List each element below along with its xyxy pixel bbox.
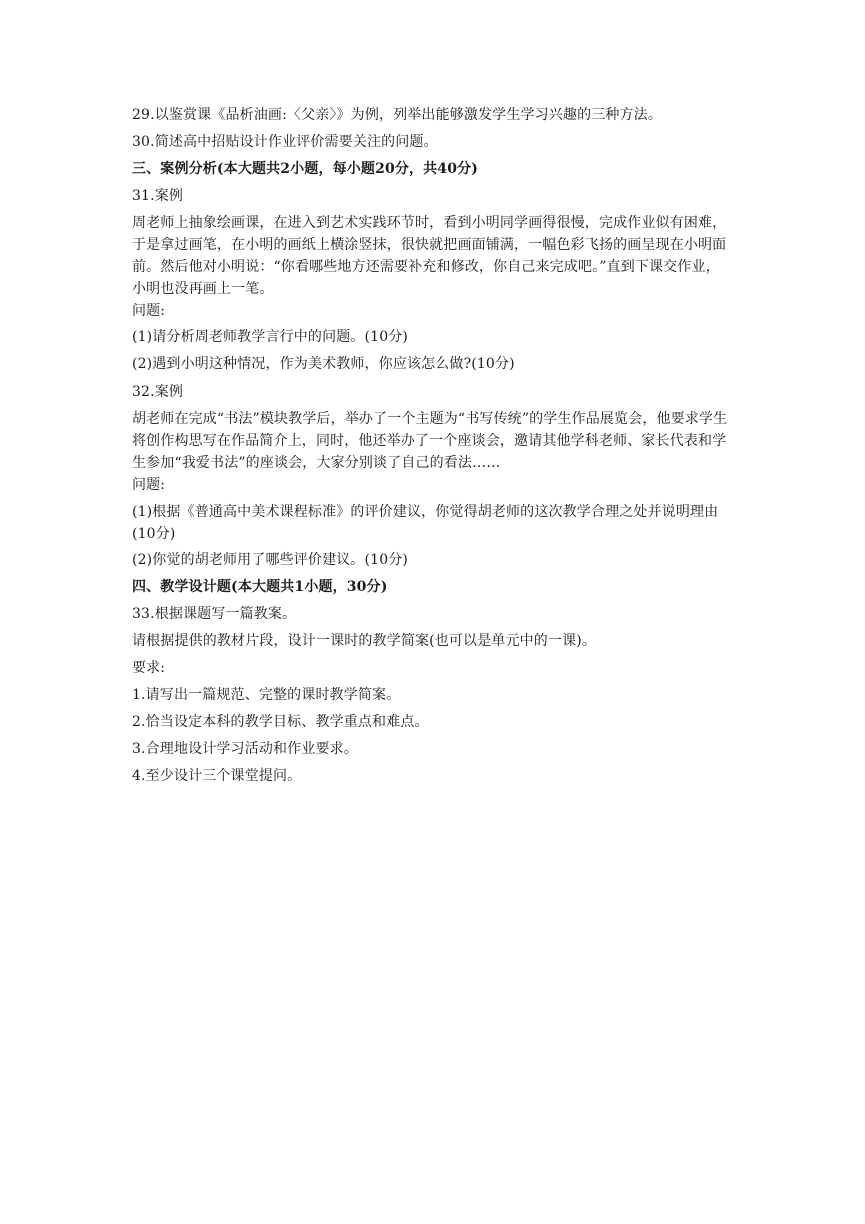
section-4-heading: 四、教学设计题(本大题共1小题，30分) xyxy=(132,579,388,595)
question-30: 30.简述高中招贴设计作业评价需要关注的问题。 xyxy=(132,134,438,150)
question-32-problem-label: 问题: xyxy=(132,477,166,493)
requirement-1: 1.请写出一篇规范、完整的课时教学简案。 xyxy=(132,687,401,703)
requirements-label: 要求: xyxy=(132,660,166,676)
section-3-heading: 三、案例分析(本大题共2小题，每小题20分，共40分) xyxy=(132,161,479,177)
question-32-part-1: (1)根据《普通高中美术课程标准》的评价建议，你觉得胡老师的这次教学合理之处并说明理由(10分) xyxy=(132,504,719,542)
requirement-2: 2.恰当设定本科的教学目标、教学重点和难点。 xyxy=(132,714,429,730)
question-33: 33.根据课题写一篇教案。 xyxy=(132,606,297,622)
question-29: 29.以鉴赏课《品析油画:〈父亲〉》为例，列举出能够激发学生学习兴趣的三种方法。 xyxy=(132,107,662,123)
question-32-label: 32.案例 xyxy=(132,384,184,400)
requirement-3: 3.合理地设计学习活动和作业要求。 xyxy=(132,741,358,757)
question-31-part-1: (1)请分析周老师教学言行中的问题。(10分) xyxy=(132,329,409,345)
question-31-label: 31.案例 xyxy=(132,188,184,204)
requirement-4: 4.至少设计三个课堂提问。 xyxy=(132,768,302,784)
question-32-part-2: (2)你觉的胡老师用了哪些评价建议。(10分) xyxy=(132,552,409,568)
question-31-part-2: (2)遇到小明这种情况，作为美术教师，你应该怎么做?(10分) xyxy=(132,356,515,372)
question-32-case-text: 胡老师在完成“书法”模块教学后，举办了一个主题为“书写传统”的学生作品展览会，他要求学生将创作构思写在作品简介上，同时，他还举办了一个座谈会，邀请其他学科老师、家长代表和学生参加“我爱书法”的座谈会，大家分别谈了自己的看法…… xyxy=(132,411,728,471)
question-31-problem-label: 问题: xyxy=(132,303,166,319)
question-31-case-text: 周老师上抽象绘画课，在进入到艺术实践环节时，看到小明同学画得很慢，完成作业似有困难，于是拿过画笔，在小明的画纸上横涂竖抹，很快就把画面铺满，一幅色彩飞扬的画呈现在小明面前。然后他对小明说：“你看哪些地方还需要补充和修改，你自己来完成吧。”直到下课交作业，小明也没再画上一笔。 xyxy=(132,215,727,297)
question-33-instruction: 请根据提供的教材片段，设计一课时的教学简案(也可以是单元中的一课)。 xyxy=(132,633,597,649)
